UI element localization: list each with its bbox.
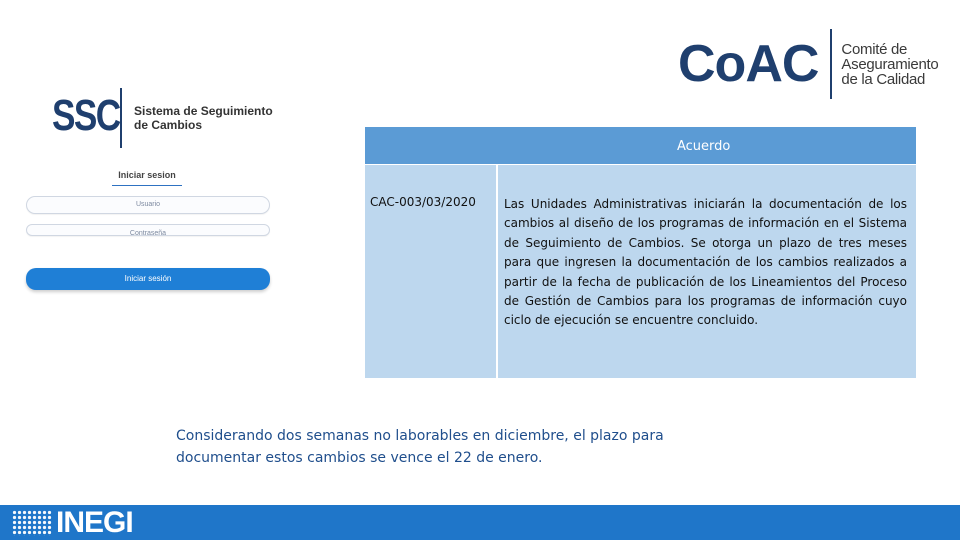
deadline-note-line-2: documentar estos cambios se vence el 22 de enero.	[176, 450, 543, 466]
ssc-logo-divider	[120, 88, 122, 148]
username-field[interactable]: Usuario	[26, 196, 270, 214]
ssc-system-title	[134, 104, 273, 132]
deadline-note	[176, 425, 736, 469]
inegi-logo	[12, 507, 133, 539]
footer-bar	[0, 505, 960, 540]
agreement-text: Las Unidades Administrativas iniciarán la documentación de los cambios al diseño de los programas de información en el Sistema de Seguimiento de Cambios. Se otorga un plazo de tres meses para que ingresen la documentación de los cambios realizados a partir de la fecha de publicación de los Lineamientos del Proceso de Gestión de Cambios para los programas de información cuyo ciclo de ejecución se encuentre concluido.	[504, 197, 907, 328]
ssc-title-line-2: de Cambios	[134, 118, 203, 132]
password-field[interactable]: Contraseña	[26, 224, 270, 236]
deadline-note-line-1: Considerando dos semanas no laborables en diciembre, el plazo para	[176, 428, 664, 444]
agreement-table	[365, 127, 916, 378]
coac-logo-divider	[830, 29, 832, 99]
coac-logo-text	[841, 42, 938, 87]
coac-logo-mark: CoAC	[678, 35, 819, 93]
ssc-login-screenshot	[22, 86, 282, 296]
ssc-logo: SSC	[52, 91, 120, 140]
coac-logo	[678, 28, 938, 100]
login-button[interactable]: Iniciar sesión	[26, 268, 270, 290]
ssc-title-line-1: Sistema de Seguimiento	[134, 104, 273, 118]
table-header	[365, 127, 916, 164]
agreement-code: CAC-003/03/2020	[370, 195, 476, 209]
coac-line-2: Aseguramiento	[841, 55, 939, 73]
coac-line-3: de la Calidad	[841, 70, 926, 88]
inegi-wordmark: INEGI	[56, 506, 133, 539]
coac-line-1: Comité de	[841, 40, 908, 58]
column-divider	[496, 165, 498, 378]
table-row	[365, 165, 916, 378]
tab-login[interactable]: Iniciar sesion	[112, 170, 182, 186]
inegi-dots-icon	[12, 510, 52, 536]
table-header-label: Acuerdo	[677, 139, 731, 154]
